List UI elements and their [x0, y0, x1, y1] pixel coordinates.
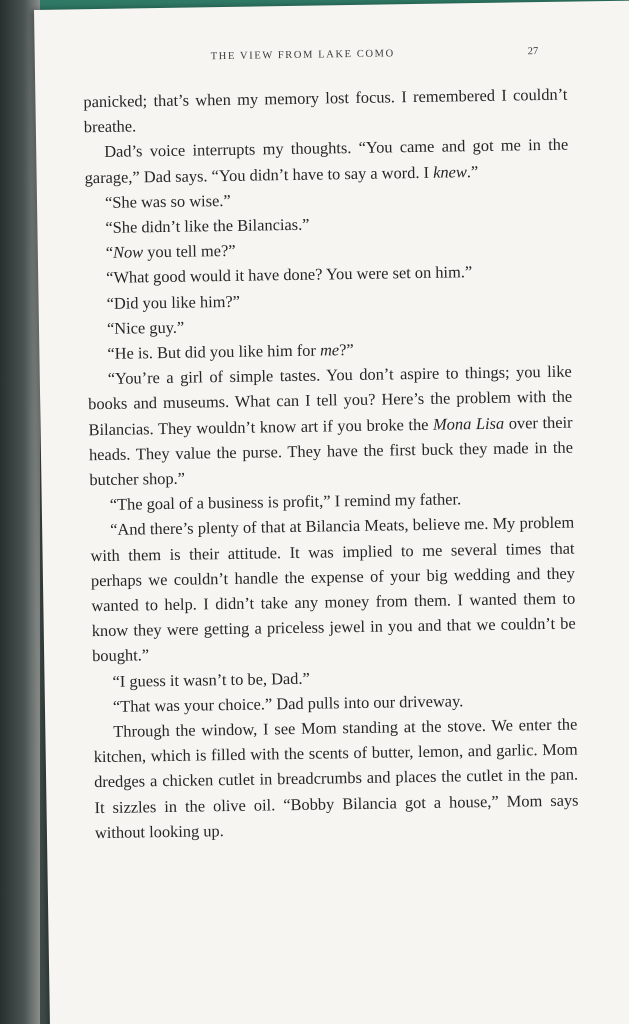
- text-run: “Nice guy.”: [106, 317, 185, 338]
- text-run: “The goal of a business is profit,” I remind my father.: [109, 489, 462, 515]
- italic-run: knew: [432, 161, 467, 182]
- text-run: “And there’s plenty of that at Bilancia Meats, believe me. My problem with them is their attitude. It was implied to me several times that perhaps we couldn’t handle the expense of your big wedding and they wanted to help. I didn’t take any money from them. I wanted them to know they were getting a priceless jewel in you and that we couldn’t be bought.”: [90, 513, 576, 666]
- italic-run: Now: [112, 242, 144, 263]
- text-run: “She didn’t like the Bilancias.”: [105, 214, 310, 237]
- text-run: Dad’s voice interrupts my thoughts. “You came and got me in the garage,” Dad says. “You didn’t have to say a word. I: [84, 135, 569, 187]
- text-run: over their heads. They value the purse. They have the first buck they made in the butcher shop.”: [88, 412, 574, 490]
- paragraph: [83, 82, 568, 140]
- text-run: “She was so wise.”: [104, 190, 231, 212]
- running-head: THE VIEW FROM LAKE COMO: [210, 48, 395, 63]
- page-number: 27: [527, 46, 539, 58]
- text-run: ?”: [338, 340, 354, 360]
- text-run: “What good would it have done? You were set on him.”: [106, 262, 473, 288]
- text-run: “Did you like him?”: [106, 291, 241, 313]
- paragraph: [84, 132, 569, 190]
- paragraph: [90, 510, 576, 669]
- book-page: [34, 1, 629, 1024]
- text-run: .”: [466, 161, 479, 181]
- text-run: “That was your choice.” Dad pulls into our driveway.: [112, 691, 464, 716]
- paragraph: [88, 359, 574, 493]
- italic-run: me: [319, 340, 340, 360]
- text-run: panicked; that’s when my memory lost focus. I remembered I couldn’t breathe.: [83, 84, 568, 137]
- text-run: “You’re a girl of simple tastes. You don’t aspire to things; you like books and museums. What can I tell you? Here’s the problem with the Bilancias. They wouldn’t know art if you broke the: [88, 361, 573, 439]
- text-run: “: [105, 243, 114, 263]
- text-run: “He is. But did you like him for: [107, 340, 321, 363]
- text-run: Through the window, I see Mom standing at the stove. We enter the kitchen, which is filled with the scents of butter, lemon, and garlic. Mom dredges a chicken cutlet in breadcrumbs and places the cutlet in the pan. It sizzles in the olive oil. “Bobby Bilancia got a house,” Mom says without looking up.: [93, 714, 579, 843]
- text-run: you tell me?”: [143, 241, 236, 262]
- paragraph: [93, 712, 579, 846]
- book-gutter-shadow: [0, 0, 40, 1024]
- text-run: “I guess it wasn’t to be, Dad.”: [112, 668, 310, 691]
- italic-run: Mona Lisa: [432, 413, 505, 434]
- body-text: [83, 82, 579, 846]
